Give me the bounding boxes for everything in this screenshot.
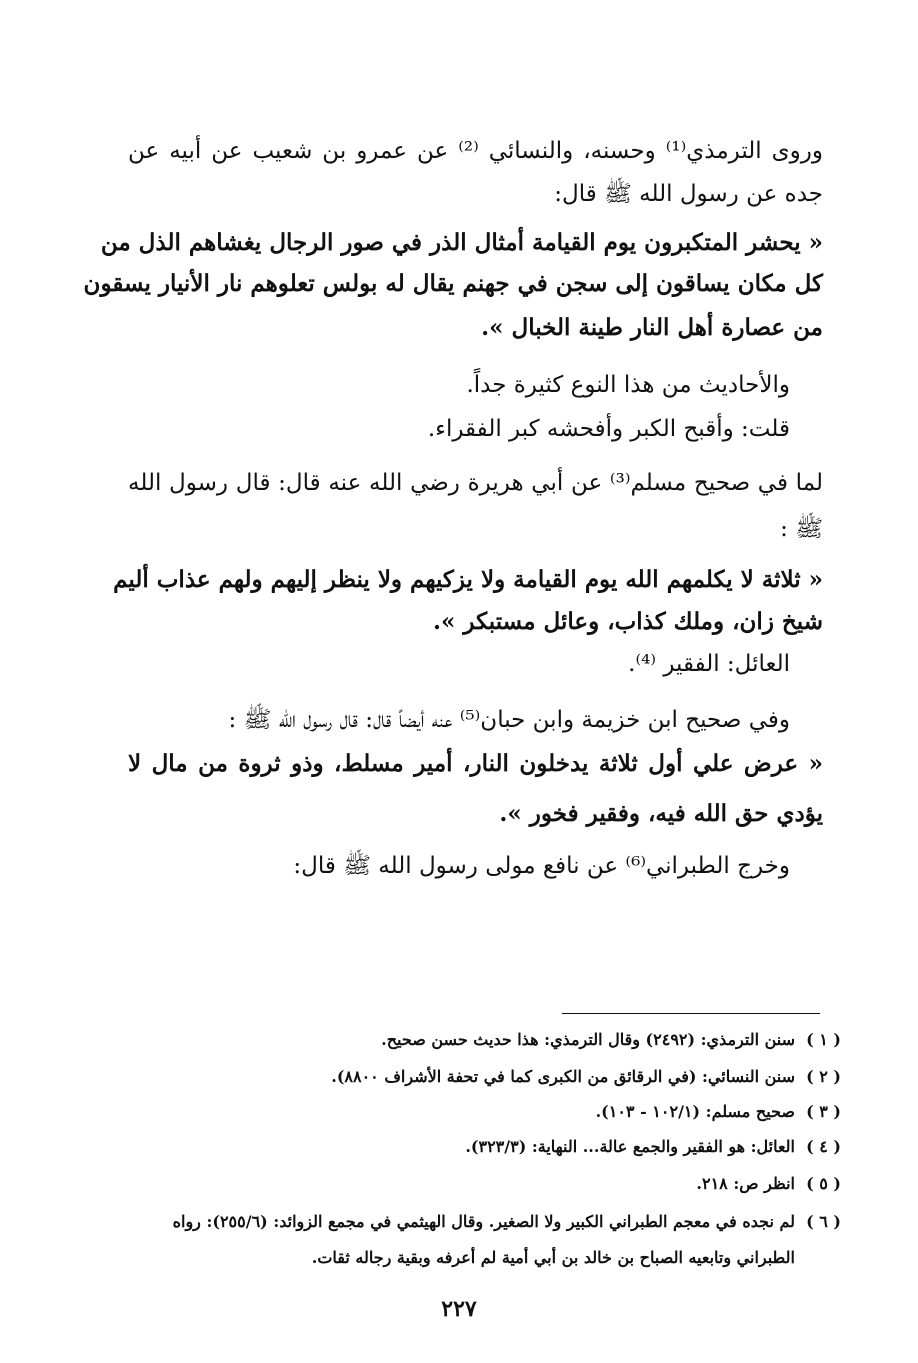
- footnote-text: العائل: هو الفقير والجمع عالة... النهاية: (٣٢٣/٣).: [465, 1137, 795, 1156]
- body-line: جده عن رسول الله ﷺ قال:: [554, 181, 823, 207]
- footnote-text: الطبراني وتابعيه الصباح بن خالد بن أبي أمية لم أعرفه وبقية رجاله ثقات.: [311, 1248, 795, 1267]
- hadith-line: كل مكان يساقون إلى سجن في جهنم يقال له بولس تعلوهم نار الأنيار يسقون: [83, 270, 823, 297]
- footnote-text: لم نجده في معجم الطبراني الكبير ولا الصغير. وقال الهيثمي في مجمع الزوائد: (٢٥٥/٦): رواه: [172, 1212, 795, 1231]
- footnote-text: سنن الترمذي: (٢٤٩٢) وقال الترمذي: هذا حديث حسن صحيح.: [381, 1030, 795, 1049]
- footnote-number: ( ٢ ): [806, 1067, 841, 1086]
- footnote-item: [465, 1134, 841, 1160]
- footnote-item: [696, 1171, 841, 1197]
- footnote-item: [331, 1064, 841, 1090]
- footnote-text: صحيح مسلم: (١٠٢/١ - ١٠٣).: [595, 1102, 795, 1121]
- hadith-line: شيخ زان، وملك كذاب، وعائل مستبكر ».: [433, 608, 823, 635]
- body-line: وفي صحيح ابن خزيمة وابن حبان⁽⁵⁾ عنه أيضاً قال: قال رسول الله ﷺ :: [228, 707, 790, 733]
- body-line: وروى الترمذي⁽¹⁾ وحسنه، والنسائي ⁽²⁾ عن عمرو بن شعيب عن أبيه عن: [128, 138, 823, 164]
- footnote-text: انظر ص: ٢١٨.: [696, 1174, 795, 1193]
- footnote-number: ( ١ ): [806, 1030, 841, 1049]
- footnote-separator: [562, 1013, 820, 1014]
- body-line: وخرج الطبراني⁽⁶⁾ عن نافع مولى رسول الله ﷺ قال:: [293, 853, 790, 879]
- body-line: قلت: وأقبح الكبر وأفحشه كبر الفقراء.: [427, 416, 790, 442]
- hadith-line: « ثلاثة لا يكلمهم الله يوم القيامة ولا يزكيهم ولا ينظر إليهم ولهم عذاب أليم: [113, 566, 823, 593]
- body-line: لما في صحيح مسلم⁽³⁾ عن أبي هريرة رضي الله عنه قال: قال رسول الله: [128, 470, 823, 496]
- body-line: ﷺ :: [780, 516, 823, 542]
- footnote-number: ( ٤ ): [806, 1137, 841, 1156]
- footnote-item: [596, 1099, 841, 1125]
- hadith-line: « يحشر المتكبرون يوم القيامة أمثال الذر في صور الرجال يغشاهم الذل من: [100, 229, 823, 256]
- body-line: والأحاديث من هذا النوع كثيرة جداً.: [466, 372, 790, 398]
- hadith-line: « عرض علي أول ثلاثة يدخلون النار، أمير مسلط، وذو ثروة من مال لا: [128, 750, 823, 777]
- footnote-number: ( ٣ ): [806, 1102, 841, 1121]
- footnote-item: [381, 1027, 841, 1053]
- footnote-continuation: [312, 1245, 795, 1271]
- hadith-line: يؤدي حق الله فيه، وفقير فخور ».: [499, 800, 823, 827]
- footnote-item: [173, 1209, 841, 1235]
- footnote-text: سنن النسائي: (في الرقائق من الكبرى كما في تحفة الأشراف ٨٨٠٠).: [331, 1067, 795, 1086]
- footnote-number: ( ٦ ): [806, 1212, 841, 1231]
- footnote-number: ( ٥ ): [806, 1174, 841, 1193]
- page-number: ٢٢٧: [441, 1296, 477, 1322]
- hadith-line: من عصارة أهل النار طينة الخبال ».: [481, 314, 823, 341]
- body-line: العائل: الفقير ⁽⁴⁾.: [628, 651, 790, 677]
